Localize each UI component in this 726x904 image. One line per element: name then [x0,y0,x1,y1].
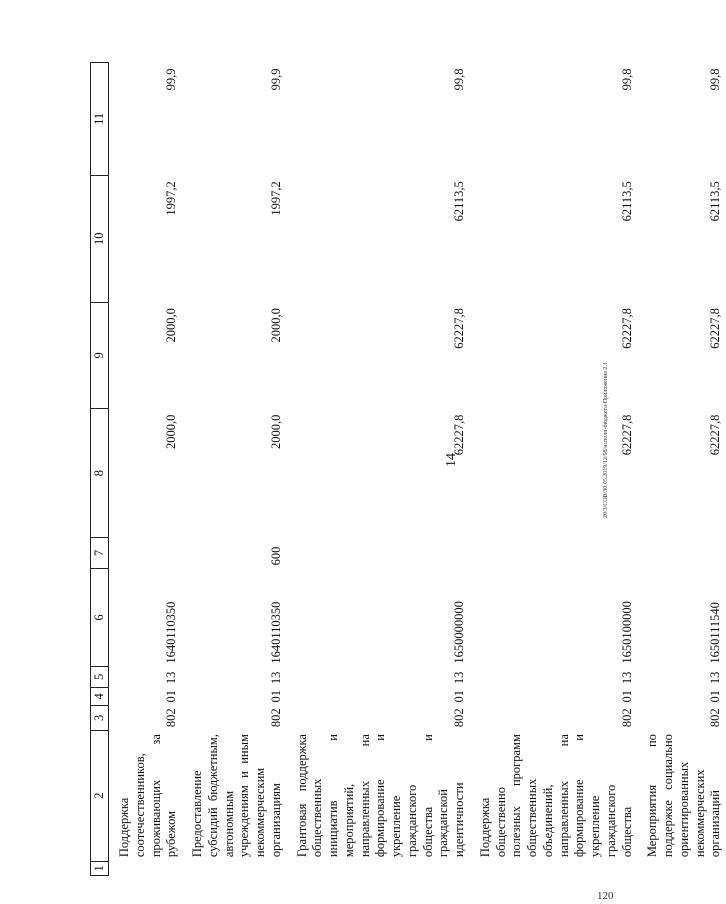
column-header: 9 [91,302,109,408]
cell-target-article: 1650100000 [619,601,634,664]
table-row [287,63,470,876]
table-row [109,63,183,876]
cell-expense-type [287,538,470,569]
cell-value-10: 1997,2 [164,181,179,216]
cell-value-11: 99,9 [268,68,283,91]
cell-code: 802 [452,708,466,728]
cell-target-article: 1650111540 [708,602,723,664]
cell-code: 802 [164,708,179,728]
cell-value-11: 99,8 [708,68,723,91]
column-header: 3 [91,706,109,731]
cell-col1 [109,861,183,875]
cell-name: Поддержка общественно полезных программ общественных объединений, направленных на формирование и укрепление гражданского общества [477,734,634,858]
cell-value-8: 62227,8 [619,414,634,456]
cell-value-11: 99,8 [619,68,634,91]
cell-value-10: 62113,5 [619,181,634,222]
cell-value-8: 62227,8 [452,414,466,456]
cell-subsection: 13 [268,671,283,685]
column-header: 6 [91,568,109,666]
cell-target-article: 1640110350 [268,601,283,664]
cell-subsection: 13 [452,671,466,685]
column-header: 4 [91,687,109,705]
cell-section: 01 [164,690,179,703]
cell-col1 [182,861,287,875]
cell-expense-type [470,538,638,569]
cell-value-9: 62227,8 [708,308,723,349]
cell-code: 802 [268,708,283,728]
cell-code: 802 [708,708,723,728]
cell-value-8: 62227,8 [708,414,723,456]
cell-name: Мероприятия по поддержке социально ориентированных некоммерческих организаций [645,734,723,858]
cell-value-9: 62227,8 [619,308,634,349]
document-side-note: 20/3/COB/30.05.2019/12/08/исполн-бюджета-Приложение 2.1 [603,361,609,519]
table-header-row [91,63,109,876]
cell-value-8: 2000,0 [164,414,179,450]
cell-col1 [637,861,726,875]
table-row [637,63,726,876]
cell-target-article: 1640110350 [164,601,179,664]
table-row [470,63,638,876]
cell-expense-type: 600 [268,546,283,566]
cell-value-8: 2000,0 [268,414,283,450]
corner-page-number: 120 [597,890,614,902]
cell-section: 01 [452,690,466,703]
cell-section: 01 [619,690,634,703]
cell-value-11: 99,9 [164,68,179,91]
table-row [182,63,287,876]
cell-value-10: 62113,5 [452,181,466,222]
column-header: 5 [91,667,109,687]
cell-value-11: 99,8 [452,68,466,91]
cell-subsection: 13 [708,671,723,685]
cell-name: Грантовая поддержка общественных инициатив и мероприятий, направленных на формирование и укрепление гражданского общества и гражданской идентичности [294,734,466,858]
cell-value-9: 2000,0 [268,308,283,343]
cell-name: Поддержка соотечественников, проживающих за рубежом [117,734,179,858]
cell-value-10: 1997,2 [268,181,283,216]
cell-target-article: 1650000000 [452,601,466,664]
column-header: 7 [91,538,109,569]
cell-section: 01 [268,690,283,703]
cell-expense-type [637,538,726,569]
column-header: 11 [91,63,109,176]
cell-subsection: 13 [164,671,179,685]
column-header: 8 [91,409,109,538]
cell-col1 [287,861,470,875]
cell-name: Предоставление субсидий бюджетным, автономным учреждениям и иным некоммерческим организациям [190,734,283,858]
page-number: 14 [444,453,459,467]
cell-code: 802 [619,708,634,728]
cell-value-10: 62113,5 [708,181,723,222]
cell-col1 [470,861,638,875]
cell-value-9: 62227,8 [452,308,466,349]
column-header: 2 [91,730,109,861]
budget-table [90,62,726,876]
column-header: 1 [91,861,109,875]
cell-section: 01 [708,690,723,703]
cell-subsection: 13 [619,671,634,685]
cell-expense-type [109,538,183,569]
column-header: 10 [91,175,109,302]
cell-value-9: 2000,0 [164,308,179,343]
